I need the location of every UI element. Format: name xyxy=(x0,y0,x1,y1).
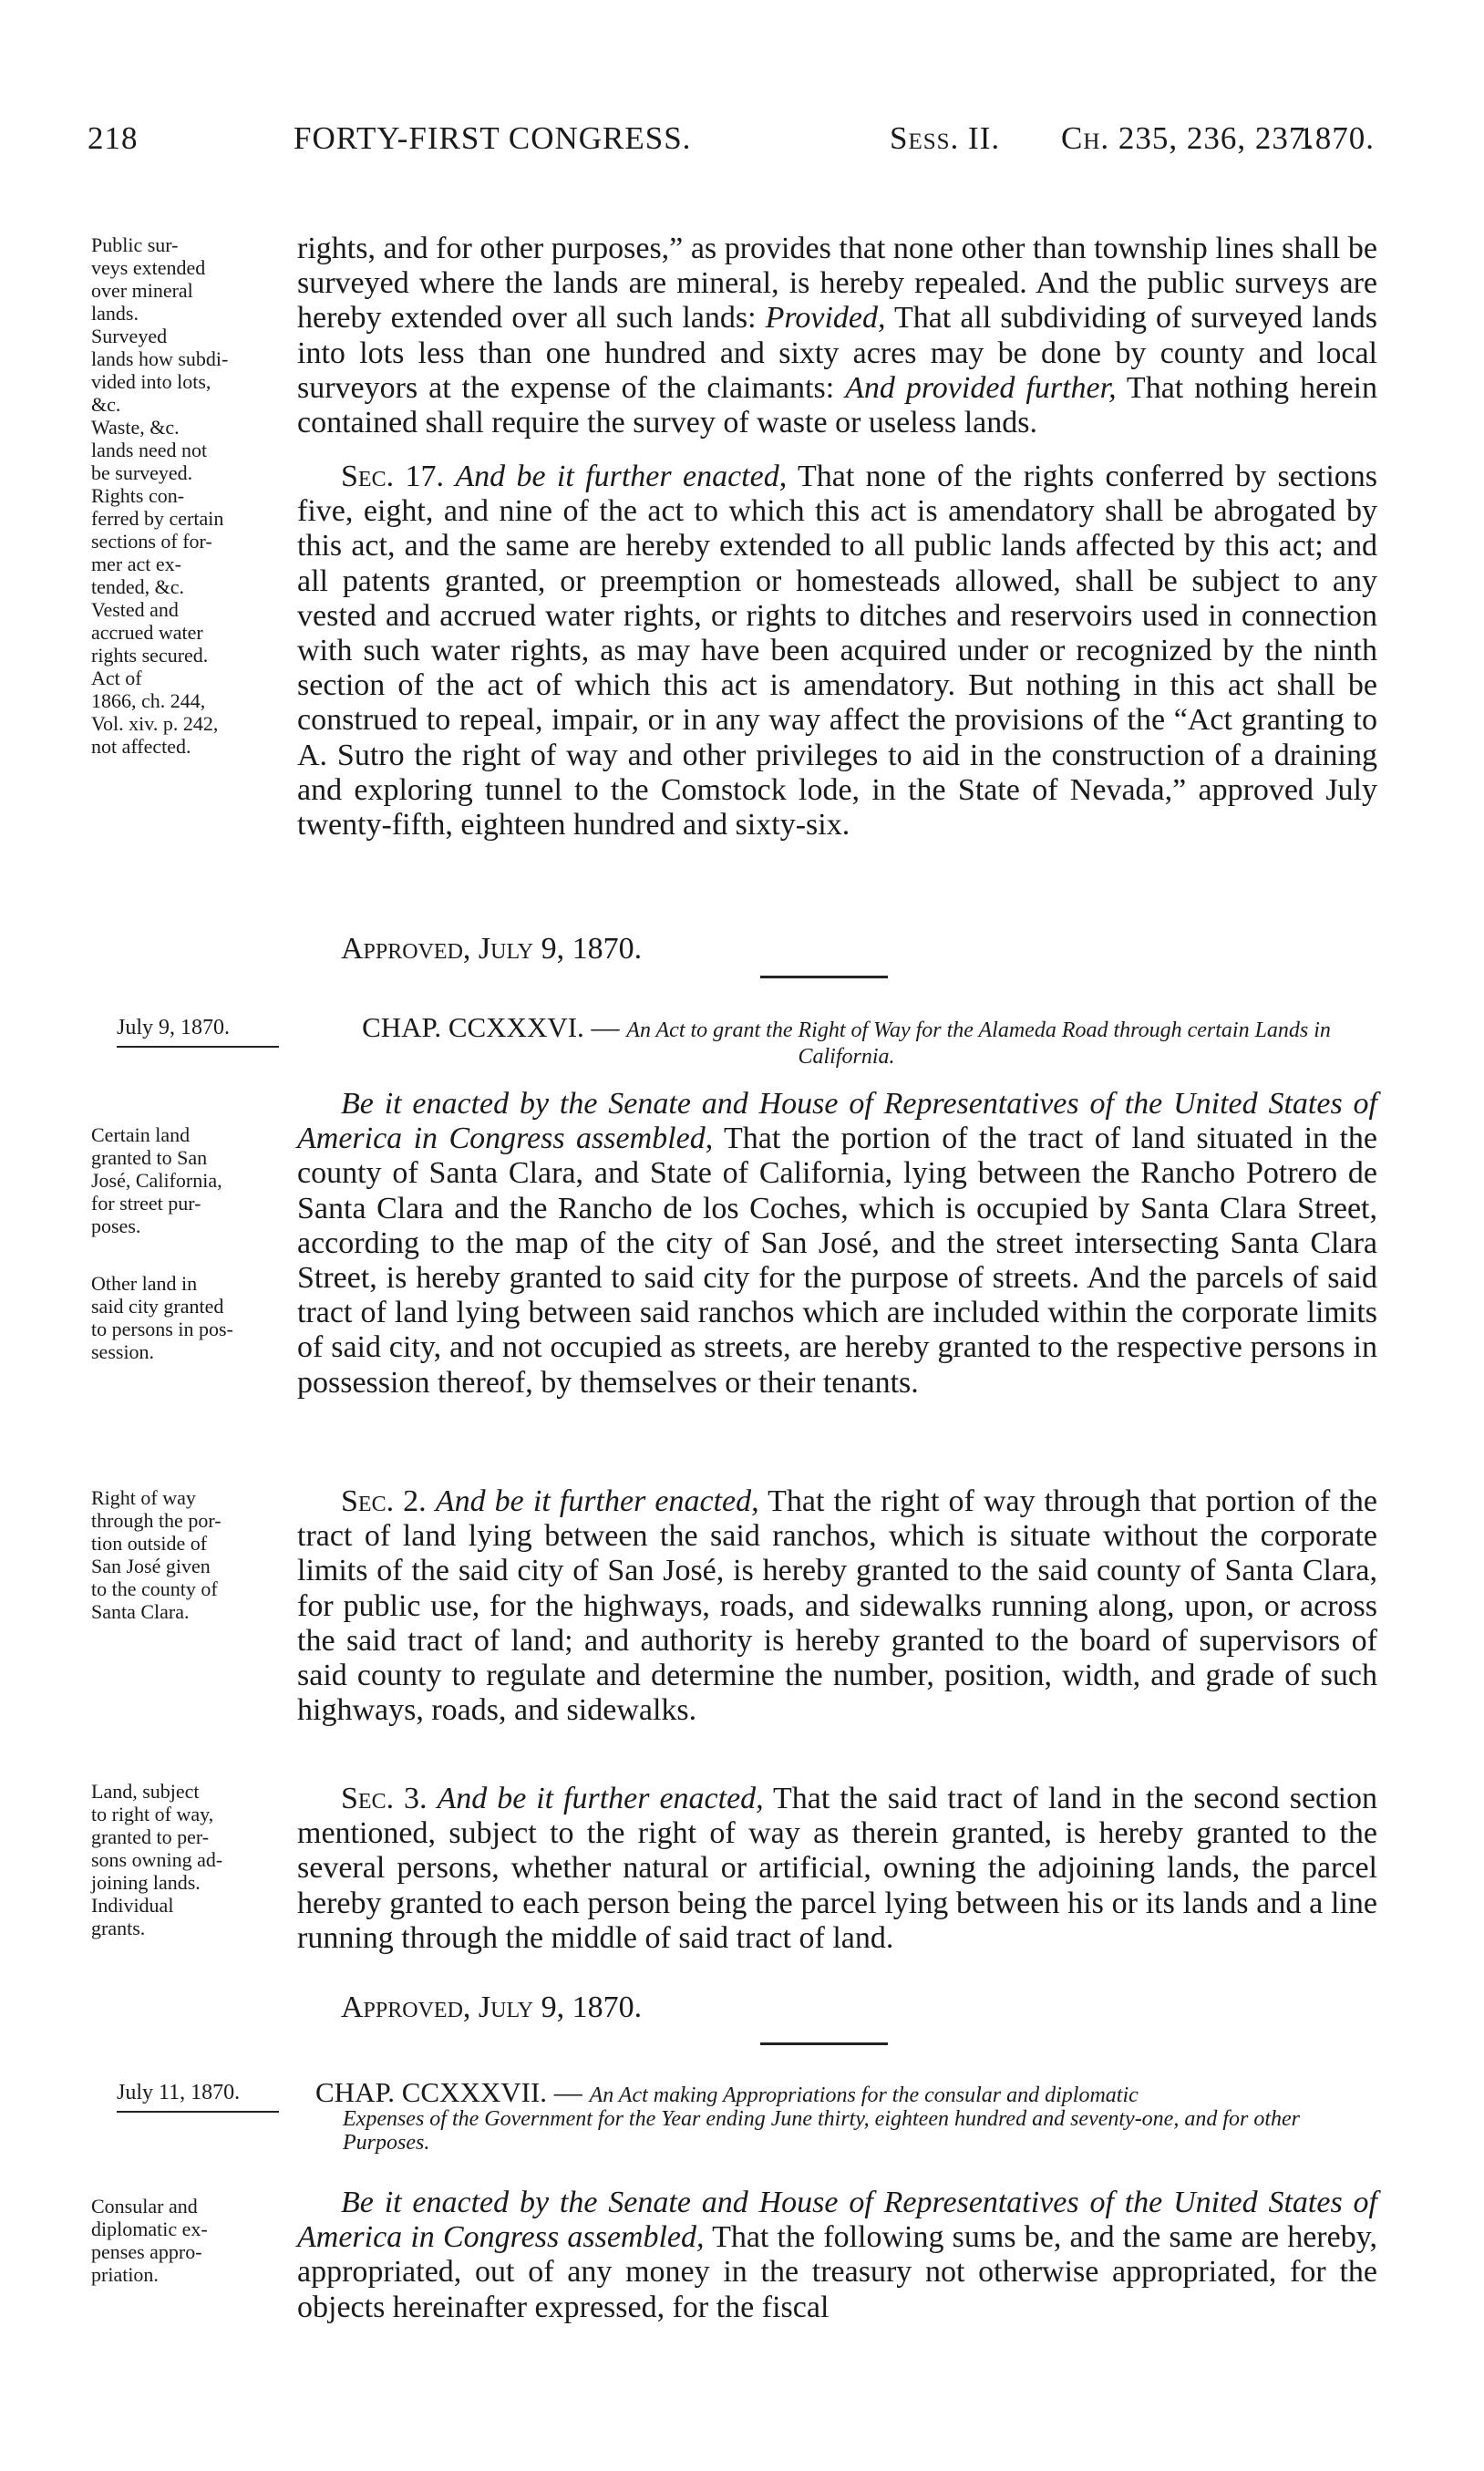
chapter-label: CHAP. CCXXXVII. — xyxy=(315,2076,582,2108)
margin-line: Act of xyxy=(91,667,142,689)
text-run-italic: And be it further enacted, xyxy=(435,1484,759,1518)
margin-line: 1866, ch. 244, xyxy=(91,689,206,712)
chapter-heading xyxy=(315,1011,1377,1069)
margin-line: be surveyed. xyxy=(91,461,193,484)
header-chapters: Ch. 235, 236, 237. xyxy=(1061,120,1315,156)
margin-line: Santa Clara. xyxy=(91,1600,190,1623)
margin-line: diplomatic ex- xyxy=(91,2218,208,2240)
margin-line: Surveyed xyxy=(91,325,168,347)
margin-line: Individual xyxy=(91,1894,174,1917)
margin-line: joining lands. xyxy=(91,1871,201,1894)
header-session: Sess. II. xyxy=(890,120,1001,156)
text-run-italic: Provided, xyxy=(765,301,886,336)
margin-note-right-of-way xyxy=(91,1486,301,1623)
chapter-label: CHAP. CCXXXVI. — xyxy=(362,1011,620,1043)
body-paragraph-enacting xyxy=(297,1087,1377,1401)
body-paragraph-sec17 xyxy=(297,460,1377,843)
margin-line: Other land in xyxy=(91,1272,198,1295)
chapter-title: An Act making Appropriations for the consular and diplomatic xyxy=(589,2083,1139,2107)
chapter-date: July 9, 1870. xyxy=(117,1016,279,1048)
margin-line: granted to per- xyxy=(91,1825,210,1848)
margin-line: Public sur- xyxy=(91,233,179,256)
margin-line: San José given xyxy=(91,1555,211,1577)
chapter-heading xyxy=(315,2076,1377,2155)
text-run-italic: And provided further, xyxy=(845,370,1117,405)
page-number: 218 xyxy=(88,120,139,156)
text-run: That all subdividing of surveyed lands into lots less than one hundred and sixty acres may be done by county and local surveyors at the expense of the claimants: xyxy=(297,301,1378,405)
margin-line: Right of way xyxy=(91,1486,196,1509)
section-label: Sec. 3. xyxy=(341,1782,428,1815)
body-paragraph-sec2 xyxy=(297,1484,1377,1728)
body-paragraph-sec3 xyxy=(297,1782,1377,1956)
margin-line: Certain land xyxy=(91,1123,191,1146)
section-label: Sec. 2. xyxy=(341,1484,427,1518)
body-paragraph-surveys xyxy=(297,232,1377,440)
margin-note-land-subject xyxy=(91,1780,301,1939)
margin-line: Vol. xiv. p. 242, xyxy=(91,712,219,735)
margin-note-consular xyxy=(91,2195,301,2286)
chapter-title-continued: Expenses of the Government for the Year ending June thirty, eighteen hundred and seventy-one, and for other Purposes. xyxy=(343,2107,1300,2155)
section-divider xyxy=(760,2042,888,2045)
margin-line: Rights con- xyxy=(91,484,185,507)
margin-line: rights secured. xyxy=(91,644,209,667)
text-run: rights, and for other purposes,” as provides that none other than township lines shall be surveyed where the lands are mineral, is hereby repealed. And the public surveys are hereby extended over all such lands: xyxy=(297,232,1377,336)
margin-line: not affected. xyxy=(91,735,191,758)
margin-line: Land, subject xyxy=(91,1780,200,1803)
approved-line: Approved, July 9, 1870. xyxy=(341,1990,643,2024)
chapter-date: July 11, 1870. xyxy=(117,2081,279,2113)
header-year: 1870. xyxy=(1298,120,1375,156)
text-run-italic: And be it further enacted, xyxy=(455,460,788,493)
text-run: That the portion of the tract of land situated in the county of Santa Clara, and State of California, lying between the Rancho Potrero de Santa Clara and the Rancho de los Coches, which is occupied by Santa Clara Street, according to the map of the city of San José, and the street intersecting Santa Clara Street, is hereby granted to said city for the purpose of streets. And the parcels of said tract of land lying between said ranchos which are included within the corporate limits of said city, and not occupied as streets, are hereby granted to the respective persons in possession thereof, by themselves or their tenants. xyxy=(297,1122,1377,1400)
chapter-title: An Act to grant the Right of Way for the Alameda Road through certain Lands in California. xyxy=(626,1018,1331,1069)
enacting-clause: Be it enacted by the Senate and House of Representatives of the United States of America in Congress assembled, xyxy=(297,2186,1377,2255)
margin-line: José, California, xyxy=(91,1169,222,1192)
margin-line: to right of way, xyxy=(91,1803,214,1825)
margin-line: through the por- xyxy=(91,1509,222,1532)
margin-line: accrued water xyxy=(91,621,203,644)
margin-note-land-granted xyxy=(91,1123,301,1363)
margin-line: priation. xyxy=(91,2263,159,2286)
running-header xyxy=(88,120,1382,166)
margin-line: sections of for- xyxy=(91,530,212,553)
margin-line: lands how subdi- xyxy=(91,347,229,370)
text-run-italic: And be it further enacted, xyxy=(437,1782,764,1815)
margin-line: lands need not xyxy=(91,439,208,461)
margin-line: tended, &c. xyxy=(91,575,185,598)
text-run: That the right of way through that portion of the tract of land lying between the said ranchos, which is situate without the corporate limits of the said city of San José, is hereby granted to the said county of Santa Clara, for public use, for the highways, roads, and sidewalks running along, upon, or across the said tract of land; and authority is hereby granted to the board of supervisors of said county to regulate and determine the number, position, width, and grade of such highways, roads, and sidewalks. xyxy=(297,1484,1377,1728)
margin-line: vided into lots, xyxy=(91,370,211,393)
text-run: That nothing herein contained shall require the survey of waste or useless lands. xyxy=(297,370,1377,440)
margin-line: tion outside of xyxy=(91,1532,208,1555)
approved-line: Approved, July 9, 1870. xyxy=(341,932,643,966)
margin-line: Consular and xyxy=(91,2195,198,2218)
margin-line: Vested and xyxy=(91,598,179,621)
margin-line: to the county of xyxy=(91,1577,218,1600)
margin-line: &c. xyxy=(91,393,121,416)
margin-line: granted to San xyxy=(91,1146,208,1169)
margin-line: veys extended xyxy=(91,256,206,279)
margin-line: said city granted xyxy=(91,1295,224,1318)
body-paragraph-appropriations xyxy=(297,2186,1377,2325)
margin-line: mer act ex- xyxy=(91,553,181,575)
margin-line: for street pur- xyxy=(91,1192,201,1215)
header-title: FORTY-FIRST CONGRESS. xyxy=(294,120,692,156)
text-run: That none of the rights conferred by sections five, eight, and nine of the act to which this act is amendatory shall be abrogated by this act, and the same are hereby extended to all public lands affected by this act; and all patents granted, or preemption or homesteads allowed, shall be subject to any vested and accrued water rights, or rights to ditches and reservoirs used in connection with such water rights, as may have been acquired under or recognized by the ninth section of the act of which this act is amendatory. But nothing in this act shall be construed to repeal, impair, or in any way affect the provisions of the “Act granting to A. Sutro the right of way and other privileges to aid in the construction of a draining and exploring tunnel to the Comstock lode, in the State of Nevada,” approved July twenty-fifth, eighteen hundred and sixty-six. xyxy=(297,460,1378,843)
margin-line: lands. xyxy=(91,302,139,325)
margin-line: ferred by certain xyxy=(91,507,224,530)
margin-note-public-surveys xyxy=(91,233,301,758)
enacting-clause: Be it enacted by the Senate and House of Representatives of the United States of America in Congress assembled, xyxy=(297,1087,1377,1156)
margin-line: sons owning ad- xyxy=(91,1848,223,1871)
text-run: That the following sums be, and the same are hereby, appropriated, out of any money in the treasury not otherwise appropriated, for the objects hereinafter expressed, for the fiscal xyxy=(297,2220,1378,2324)
margin-line: to persons in pos- xyxy=(91,1318,233,1340)
text-run: That the said tract of land in the second section mentioned, subject to the right of way as therein granted, is hereby granted to the several persons, whether natural or artificial, owning the adjoining lands, the parcel hereby granted to each person being the parcel lying between his or its lands and a line running through the middle of said tract of land. xyxy=(297,1782,1378,1955)
margin-line: poses. xyxy=(91,1215,141,1237)
margin-line: over mineral xyxy=(91,279,193,302)
margin-line: session. xyxy=(91,1340,155,1363)
margin-line: penses appro- xyxy=(91,2240,202,2263)
margin-line: grants. xyxy=(91,1917,146,1939)
margin-line: Waste, &c. xyxy=(91,416,180,439)
section-label: Sec. 17. xyxy=(341,460,444,493)
section-divider xyxy=(760,976,888,978)
